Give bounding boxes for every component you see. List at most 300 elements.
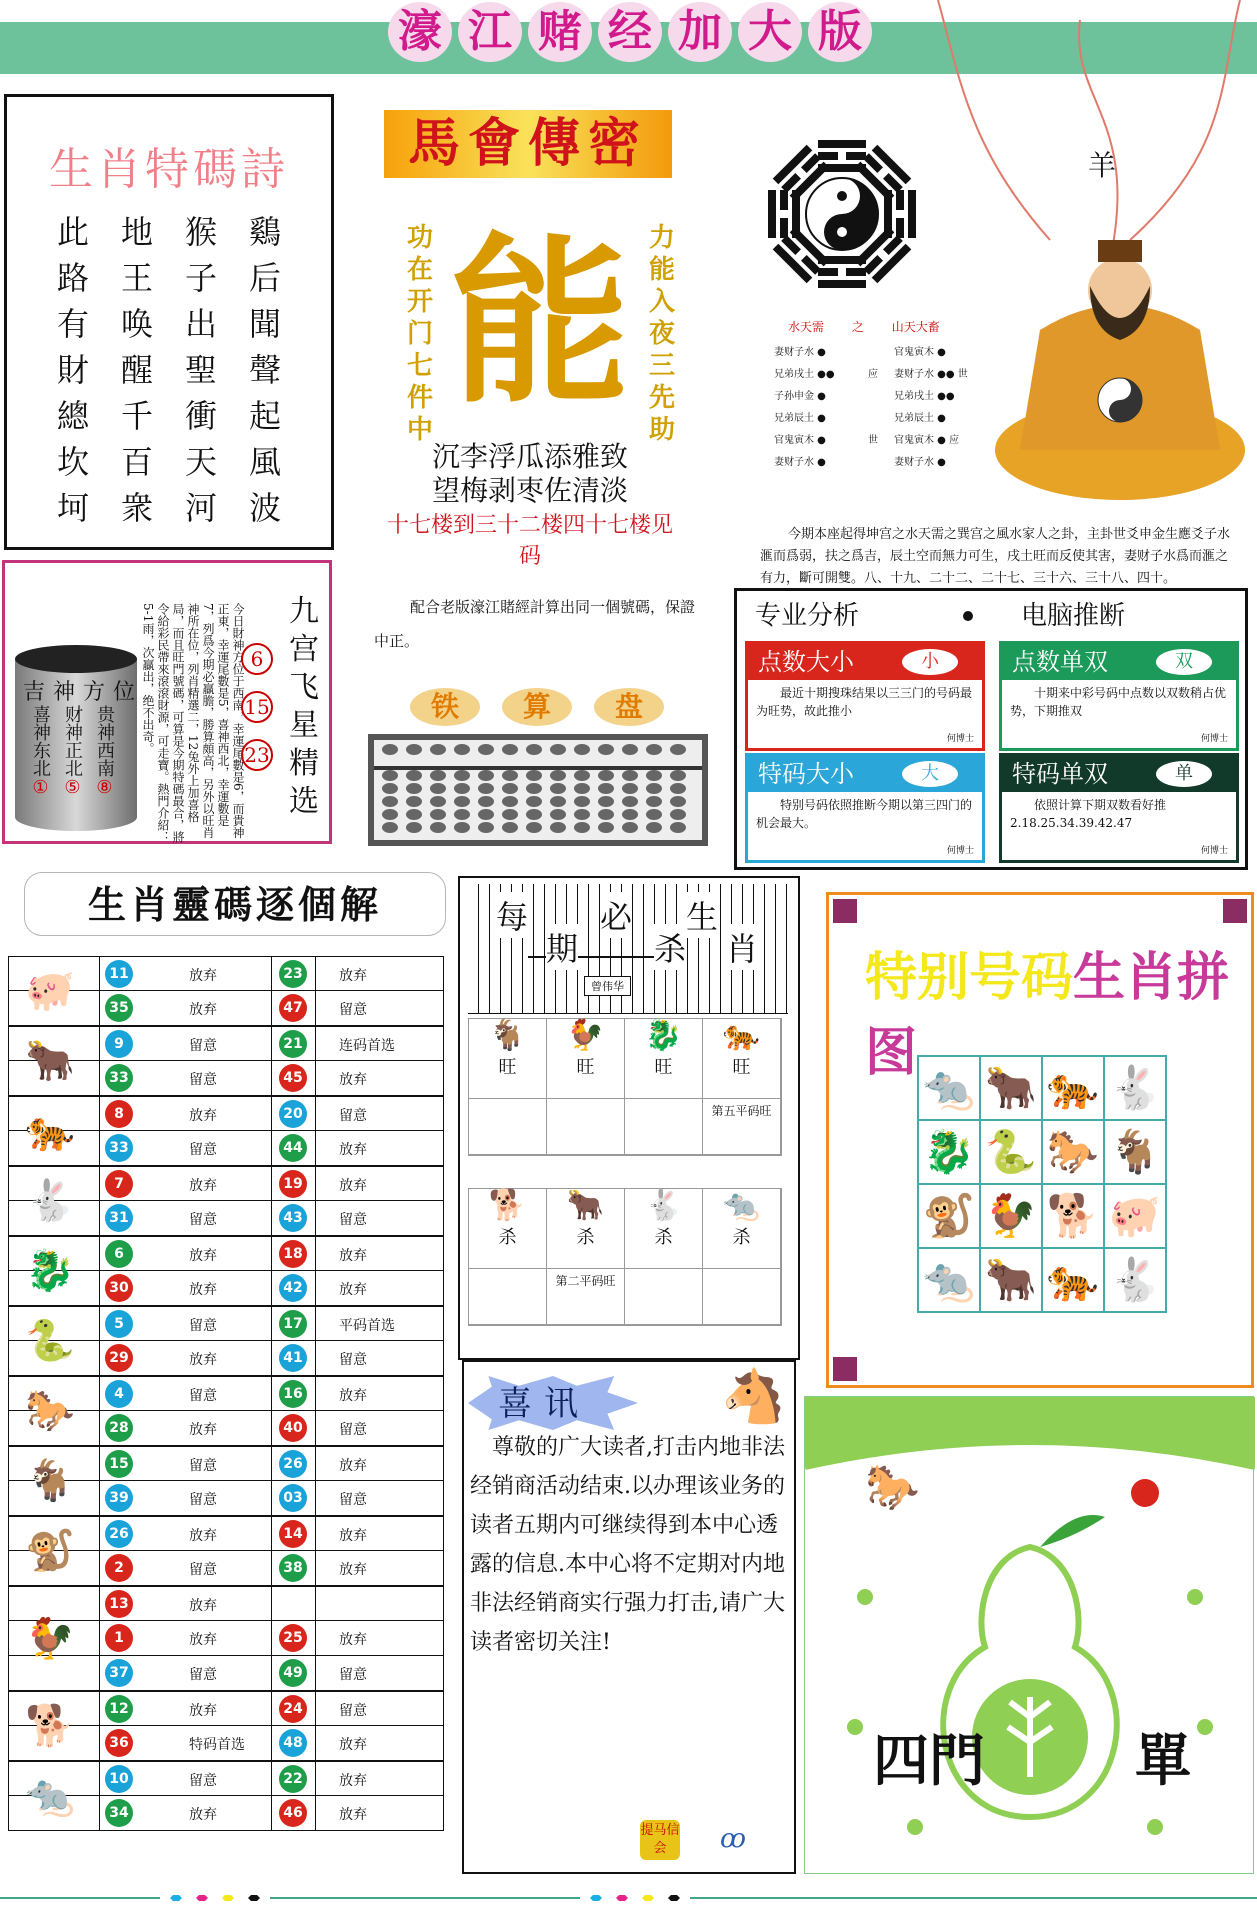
cell-divider bbox=[315, 1551, 316, 1585]
poem-char: 衆 bbox=[121, 489, 154, 527]
number-ball: 5 bbox=[105, 1310, 133, 1338]
abacus-bead bbox=[478, 796, 494, 807]
analysis-card-title: 点数单双 bbox=[1012, 648, 1108, 676]
pear-left-label: 四門 bbox=[873, 1728, 985, 1794]
abacus-bead bbox=[622, 822, 638, 833]
zodiac-animal-icon: 🐀 bbox=[25, 1773, 75, 1819]
sha-cell bbox=[547, 1019, 625, 1099]
poem-char: 子 bbox=[185, 259, 218, 297]
analysis-card-sign: 何博士 bbox=[1200, 734, 1228, 744]
abacus-bead bbox=[574, 783, 590, 794]
abacus-bead bbox=[646, 822, 662, 833]
row-text-2: 留意 bbox=[339, 1352, 367, 1368]
mahui-right-char: 三 bbox=[648, 351, 675, 381]
cell-divider bbox=[315, 1167, 316, 1200]
sheep-label: 羊 bbox=[1088, 149, 1117, 182]
analysis-card bbox=[745, 641, 985, 751]
abacus-bead bbox=[526, 770, 542, 781]
analysis-card-title: 点数大小 bbox=[758, 648, 854, 676]
zodiac-animal-icon: 🐅 bbox=[25, 1108, 75, 1154]
abacus-bead bbox=[646, 796, 662, 807]
number-ball: 36 bbox=[105, 1729, 133, 1757]
poem-char: 地 bbox=[121, 213, 154, 251]
zodiac-table-title: 生肖靈碼逐個解 bbox=[24, 872, 446, 936]
cell-divider bbox=[315, 1307, 316, 1340]
tie-char: 盘 bbox=[594, 688, 664, 726]
number-ball: 31 bbox=[105, 1204, 133, 1232]
banner-title-char: 赌 bbox=[528, 2, 592, 62]
cylinder-col-num: ⑤ bbox=[62, 777, 83, 798]
row-text-1: 留意 bbox=[189, 1038, 217, 1054]
cell-divider bbox=[315, 1377, 316, 1410]
poem-char: 天 bbox=[185, 443, 218, 481]
hexagram-name-right: 山天大畜 bbox=[891, 320, 940, 334]
hexagram-left-row: 兄弟辰土 ● bbox=[774, 413, 826, 424]
row-text-2: 放弃 bbox=[339, 1178, 367, 1194]
sha-label: 杀 bbox=[576, 1227, 595, 1248]
hexagram-mid-mark bbox=[868, 386, 894, 408]
row-text-2: 放弃 bbox=[339, 1737, 367, 1753]
pin-corner-tl bbox=[833, 899, 857, 923]
cell-divider bbox=[271, 1307, 272, 1340]
hexagram-mid-mark: 世 bbox=[868, 435, 878, 446]
row-text-1: 放弃 bbox=[189, 968, 217, 984]
row-text-2: 放弃 bbox=[339, 1072, 367, 1088]
number-ball: 15 bbox=[105, 1450, 133, 1478]
sha-cell bbox=[625, 1099, 703, 1155]
analysis-card-head bbox=[748, 644, 982, 680]
number-ball: 9 bbox=[105, 1030, 133, 1058]
sha-cell bbox=[469, 1269, 547, 1325]
sha-animal-icon: 🐂 bbox=[566, 1188, 605, 1223]
hexagram-zhi: 之 bbox=[851, 320, 864, 334]
zodiac-group bbox=[8, 1586, 444, 1691]
sha-label: 杀 bbox=[498, 1227, 517, 1248]
jiugong-box bbox=[2, 560, 332, 844]
zodiac-group bbox=[8, 1166, 444, 1236]
cell-divider bbox=[271, 1027, 272, 1060]
number-ball: 18 bbox=[279, 1240, 307, 1268]
sha-label: 杀 bbox=[654, 1227, 673, 1248]
row-text-1: 留意 bbox=[189, 1318, 217, 1334]
abacus-bead bbox=[598, 770, 614, 781]
zodiac-table bbox=[8, 956, 444, 1831]
sha-animal-icon: 🐅 bbox=[722, 1018, 761, 1053]
announcement-body: 尊敬的广大读者,打击内地非法经销商活动结束.以办理该业务的读者五期内可继续得到本中心透露的信息.本中心将不定期对内地非法经销商实行强力打击,请广大读者密切关注! bbox=[470, 1435, 785, 1655]
sha-cell bbox=[469, 1189, 547, 1269]
jiugong-title: 九宫飞星精选 bbox=[289, 594, 319, 819]
row-text-1: 放弃 bbox=[189, 1352, 217, 1368]
abacus-bead bbox=[430, 783, 446, 794]
row-text-2: 连码首选 bbox=[339, 1038, 395, 1054]
cylinder-col-top: 财神 bbox=[62, 705, 83, 741]
cell-divider bbox=[271, 1167, 272, 1200]
cell-divider bbox=[99, 1237, 100, 1270]
row-text-1: 放弃 bbox=[189, 1282, 217, 1298]
number-ball: 11 bbox=[105, 960, 133, 988]
analysis-card-pill: 小 bbox=[902, 649, 958, 675]
number-ball: 20 bbox=[279, 1100, 307, 1128]
analysis-card-body: 特别号码依照推断今期以第三四门的机会最大。 bbox=[756, 798, 973, 830]
cell-divider bbox=[99, 1447, 100, 1480]
cell-divider bbox=[315, 1481, 316, 1515]
abacus-bead bbox=[670, 770, 686, 781]
row-text-2: 放弃 bbox=[339, 1458, 367, 1474]
bagua-yinyang-icon bbox=[764, 136, 920, 292]
sha-animal-icon: 🐐 bbox=[488, 1018, 527, 1053]
banner-title-char: 大 bbox=[738, 2, 802, 62]
poem-char: 聞 bbox=[249, 305, 282, 343]
mahui-left-char: 中 bbox=[406, 415, 433, 445]
abacus-bead bbox=[574, 770, 590, 781]
row-text-1: 留意 bbox=[189, 1773, 217, 1789]
cylinder-column bbox=[61, 705, 83, 798]
mahui-left-char: 开 bbox=[406, 287, 433, 317]
zodiac-group bbox=[8, 1376, 444, 1446]
cylinder-col-bottom: 西南 bbox=[94, 741, 115, 777]
cell-divider bbox=[271, 1131, 272, 1165]
zodiac-animal-icon: 🐉 bbox=[25, 1248, 75, 1294]
sha-animal-icon: 🐕 bbox=[488, 1188, 527, 1223]
sha-cell bbox=[703, 1019, 781, 1099]
abacus-bead bbox=[382, 809, 398, 820]
hexagram-mid-mark bbox=[868, 408, 894, 430]
cell-divider bbox=[99, 1131, 100, 1165]
sha-animal-icon: 🐇 bbox=[644, 1188, 683, 1223]
number-ball: 21 bbox=[279, 1030, 307, 1058]
poem-char: 聲 bbox=[249, 351, 282, 389]
number-ball: 25 bbox=[279, 1624, 307, 1652]
pin-animal-icon: 🐇 bbox=[1104, 1056, 1166, 1120]
poem-char: 此 bbox=[57, 213, 90, 251]
number-ball: 38 bbox=[279, 1554, 307, 1582]
cell-divider bbox=[315, 1411, 316, 1445]
cell-divider bbox=[271, 1517, 272, 1550]
poem-char: 起 bbox=[249, 397, 282, 435]
horse-icon: 🐴 bbox=[721, 1367, 786, 1427]
abacus-bead bbox=[574, 744, 590, 755]
cell-divider bbox=[315, 1621, 316, 1655]
row-text-2: 放弃 bbox=[339, 1388, 367, 1404]
analysis-card-sign: 何博士 bbox=[946, 846, 974, 856]
sha-label: 旺 bbox=[654, 1057, 673, 1078]
sha-animal-icon: 🐓 bbox=[566, 1018, 605, 1053]
pear-horse-icon: 🐎 bbox=[865, 1462, 920, 1513]
zodiac-group bbox=[8, 1026, 444, 1096]
hexagram-right-row: 妻财子水 ●● 世 bbox=[894, 369, 968, 380]
pin-animal-icon: 🐕 bbox=[1042, 1184, 1104, 1248]
row-text-2: 留意 bbox=[339, 1108, 367, 1124]
cell-divider bbox=[99, 957, 100, 990]
sha-animal-icon: 🐀 bbox=[722, 1188, 761, 1223]
cylinder-col-bottom: 东北 bbox=[30, 741, 51, 777]
number-ball: 28 bbox=[105, 1414, 133, 1442]
mahui-line-2: 望梅剥枣佐清淡 bbox=[431, 474, 628, 507]
number-ball: 26 bbox=[105, 1520, 133, 1548]
abacus-bead bbox=[598, 783, 614, 794]
number-ball: 2 bbox=[105, 1554, 133, 1582]
number-ball: 41 bbox=[279, 1344, 307, 1372]
mahui-left-vertical bbox=[404, 222, 436, 446]
analysis-card-title: 特码单双 bbox=[1012, 760, 1108, 788]
analysis-card-head bbox=[1002, 756, 1236, 792]
poem-title: 生肖特碼詩 bbox=[49, 144, 289, 195]
abacus-bead bbox=[406, 796, 422, 807]
cylinder-col-bottom: 正北 bbox=[62, 741, 83, 777]
cell-divider bbox=[99, 1587, 100, 1620]
cylinder-title: 吉神方位 bbox=[23, 680, 144, 705]
number-ball: 23 bbox=[279, 960, 307, 988]
pin-animal-icon: 🐅 bbox=[1042, 1248, 1104, 1312]
announcement bbox=[462, 1360, 796, 1874]
cell-divider bbox=[271, 1551, 272, 1585]
zodiac-animal-icon: 🐒 bbox=[25, 1528, 75, 1574]
number-ball: 17 bbox=[279, 1310, 307, 1338]
poem-char: 河 bbox=[185, 489, 218, 527]
cell-divider bbox=[271, 1762, 272, 1795]
cell-divider bbox=[315, 1237, 316, 1270]
pin-animal-icon: 🐎 bbox=[1042, 1120, 1104, 1184]
number-ball: 37 bbox=[105, 1659, 133, 1687]
pin-animal-icon: 🐐 bbox=[1104, 1120, 1166, 1184]
number-ball: 03 bbox=[279, 1484, 307, 1512]
cell-divider bbox=[271, 1237, 272, 1270]
cell-divider bbox=[315, 1447, 316, 1480]
hexagram-row bbox=[774, 342, 974, 364]
abacus-bead bbox=[622, 796, 638, 807]
jiugong-number: 6 bbox=[241, 643, 273, 675]
analysis-card-head bbox=[748, 756, 982, 792]
cell-divider bbox=[271, 1481, 272, 1515]
row-text-2: 放弃 bbox=[339, 1562, 367, 1578]
mahui-red-line: 十七楼到三十二楼四十七楼见码 bbox=[386, 513, 673, 569]
row-text-1: 留意 bbox=[189, 1072, 217, 1088]
cell-divider bbox=[315, 1097, 316, 1130]
abacus-bead bbox=[406, 744, 422, 755]
poem-char: 路 bbox=[57, 259, 90, 297]
abacus-bead bbox=[478, 770, 494, 781]
cell-divider bbox=[271, 991, 272, 1025]
sha-label: 旺 bbox=[732, 1057, 751, 1078]
abacus-bead bbox=[430, 822, 446, 833]
cell-divider bbox=[315, 1587, 316, 1620]
sha-animal-icon: 🐉 bbox=[644, 1018, 683, 1053]
number-ball: 48 bbox=[279, 1729, 307, 1757]
abacus-bead bbox=[598, 744, 614, 755]
cell-divider bbox=[271, 1726, 272, 1760]
abacus-bead bbox=[670, 796, 686, 807]
hexagram-right-row: 兄弟戌土 ●● bbox=[894, 391, 955, 402]
sha-cell bbox=[469, 1019, 547, 1099]
abacus-bead bbox=[526, 809, 542, 820]
poem-char: 風 bbox=[249, 443, 282, 481]
abacus-bead bbox=[646, 744, 662, 755]
row-text-2: 留意 bbox=[339, 1492, 367, 1508]
row-text-1: 留意 bbox=[189, 1667, 217, 1683]
analysis-title-left: 专业分析 bbox=[755, 601, 860, 631]
zodiac-group bbox=[8, 1096, 444, 1166]
abacus-bead bbox=[406, 783, 422, 794]
row-text-1: 放弃 bbox=[189, 1703, 217, 1719]
announcement-title: 喜讯 bbox=[498, 1384, 590, 1424]
number-ball: 16 bbox=[279, 1380, 307, 1408]
sha-cell bbox=[703, 1189, 781, 1269]
hexagram-mid-mark bbox=[868, 342, 894, 364]
hexagram-left-row: 子孙申金 ● bbox=[774, 391, 826, 402]
poem-char: 坷 bbox=[57, 489, 90, 527]
cell-divider bbox=[99, 1097, 100, 1130]
number-ball: 19 bbox=[279, 1170, 307, 1198]
number-ball: 10 bbox=[105, 1765, 133, 1793]
cell-divider bbox=[99, 1656, 100, 1690]
mahui-banner: 馬會傳密 bbox=[384, 110, 672, 178]
mahui-right-char: 力 bbox=[648, 223, 675, 253]
sage-figure bbox=[990, 200, 1250, 500]
pin-animal-icon: 🐂 bbox=[980, 1056, 1042, 1120]
zodiac-group bbox=[8, 1306, 444, 1376]
abacus-bead bbox=[622, 770, 638, 781]
analysis-card-head bbox=[1002, 644, 1236, 680]
analysis-card bbox=[999, 641, 1239, 751]
cell-divider bbox=[271, 1621, 272, 1655]
tie-char: 算 bbox=[502, 688, 572, 726]
zodiac-group bbox=[8, 1761, 444, 1831]
zodiac-animal-icon: 🐖 bbox=[25, 968, 75, 1014]
abacus-bead bbox=[598, 822, 614, 833]
row-text-1: 留意 bbox=[189, 1458, 217, 1474]
row-text-1: 留意 bbox=[189, 1212, 217, 1228]
abacus-bead bbox=[550, 783, 566, 794]
row-text-1: 放弃 bbox=[189, 1248, 217, 1264]
cell-divider bbox=[271, 1341, 272, 1375]
cylinder-col-num: ⑧ bbox=[94, 777, 115, 798]
abacus-bead bbox=[406, 822, 422, 833]
row-text-2: 留意 bbox=[339, 1212, 367, 1228]
poem-char: 有 bbox=[57, 305, 90, 343]
abacus-bead bbox=[478, 744, 494, 755]
row-text-1: 放弃 bbox=[189, 1108, 217, 1124]
abacus-bead bbox=[382, 822, 398, 833]
abacus-bead bbox=[550, 796, 566, 807]
sha-header-char: 必 bbox=[600, 892, 632, 938]
abacus-bead bbox=[454, 809, 470, 820]
zodiac-animal-icon: 🐂 bbox=[25, 1038, 75, 1084]
analysis-card-pill: 大 bbox=[902, 761, 958, 787]
mahui-right-char: 入 bbox=[648, 287, 675, 317]
sha-header-char: 期 bbox=[546, 924, 578, 970]
cell-divider bbox=[271, 1656, 272, 1690]
number-ball: 34 bbox=[105, 1799, 133, 1827]
banner-title-char: 加 bbox=[668, 2, 732, 62]
cell-divider bbox=[271, 957, 272, 990]
mahui-left-char: 功 bbox=[406, 223, 433, 253]
mahui-right-vertical bbox=[646, 222, 678, 446]
row-text-1: 特码首选 bbox=[189, 1737, 245, 1753]
row-text-2: 放弃 bbox=[339, 1632, 367, 1648]
poem-char: 唤 bbox=[121, 305, 154, 343]
abacus-bead bbox=[478, 809, 494, 820]
hexagram-names bbox=[788, 318, 940, 335]
abacus-bead bbox=[454, 770, 470, 781]
abacus-bead bbox=[502, 796, 518, 807]
cell-divider bbox=[315, 1656, 316, 1690]
sha-cell bbox=[547, 1269, 625, 1325]
row-text-2: 留意 bbox=[339, 1422, 367, 1438]
pin-panel bbox=[826, 892, 1254, 1388]
mahui-right-char: 夜 bbox=[648, 319, 675, 349]
cell-divider bbox=[99, 1061, 100, 1095]
abacus-bead bbox=[670, 822, 686, 833]
row-text-1: 放弃 bbox=[189, 1178, 217, 1194]
pear-right-label: 單 bbox=[1135, 1728, 1191, 1794]
abacus-bead bbox=[430, 796, 446, 807]
abacus-bead bbox=[478, 783, 494, 794]
row-text-2: 平码首选 bbox=[339, 1318, 395, 1334]
number-ball: 1 bbox=[105, 1624, 133, 1652]
footer-line bbox=[0, 1895, 1257, 1901]
row-text-2: 留意 bbox=[339, 1002, 367, 1018]
number-ball: 14 bbox=[279, 1520, 307, 1548]
analysis-card-sign: 何博士 bbox=[946, 734, 974, 744]
row-text-2: 放弃 bbox=[339, 1248, 367, 1264]
pin-animal-icon: 🐍 bbox=[980, 1120, 1042, 1184]
banner-title-char: 濠 bbox=[388, 2, 452, 62]
hexagram-row bbox=[774, 452, 974, 474]
dot-icon bbox=[963, 611, 973, 621]
hexagram-right-row: 兄弟辰土 ● bbox=[894, 413, 946, 424]
sha-cell bbox=[469, 1099, 547, 1155]
hexagram-right-row: 官鬼寅木 ● bbox=[894, 347, 946, 358]
cell-divider bbox=[99, 1377, 100, 1410]
cell-divider bbox=[99, 1551, 100, 1585]
analysis-card-sign: 何博士 bbox=[1200, 846, 1228, 856]
abacus-bead bbox=[454, 796, 470, 807]
zodiac-animal-icon: 🐕 bbox=[25, 1703, 75, 1749]
cell-divider bbox=[99, 1411, 100, 1445]
number-ball: 7 bbox=[105, 1170, 133, 1198]
jiugong-number: 15 bbox=[241, 691, 273, 723]
mahui-right-char: 先 bbox=[648, 383, 675, 413]
row-text-1: 放弃 bbox=[189, 1598, 217, 1614]
abacus-bead bbox=[382, 744, 398, 755]
abacus-bead bbox=[478, 822, 494, 833]
number-ball: 46 bbox=[279, 1799, 307, 1827]
abacus-icon bbox=[368, 734, 708, 846]
middle-text: 配合老版濠江賭經計算出同一個號碼，保證中正。 bbox=[374, 598, 696, 650]
number-ball: 43 bbox=[279, 1204, 307, 1232]
poem-char: 聖 bbox=[185, 351, 218, 389]
sha-header-char: 每 bbox=[496, 892, 528, 938]
zodiac-animal-icon: 🐎 bbox=[25, 1388, 75, 1434]
sha-cell bbox=[547, 1189, 625, 1269]
cell-divider bbox=[99, 1271, 100, 1305]
abacus-bead bbox=[454, 783, 470, 794]
cylinder-column bbox=[29, 705, 51, 798]
zodiac-group bbox=[8, 1516, 444, 1586]
abacus-bead bbox=[526, 796, 542, 807]
hexagram-left-row: 妻财子水 ● bbox=[774, 347, 826, 358]
cell-divider bbox=[315, 1692, 316, 1725]
abacus-bead bbox=[550, 744, 566, 755]
cylinder-col-top: 贵神 bbox=[94, 705, 115, 741]
abacus-bead bbox=[502, 783, 518, 794]
abacus-bead bbox=[454, 822, 470, 833]
row-text-2: 放弃 bbox=[339, 1142, 367, 1158]
sha-header-char: 杀 bbox=[654, 924, 686, 970]
abacus-bead bbox=[502, 822, 518, 833]
zodiac-group bbox=[8, 1691, 444, 1761]
zodiac-animal-icon: 🐓 bbox=[25, 1615, 75, 1662]
